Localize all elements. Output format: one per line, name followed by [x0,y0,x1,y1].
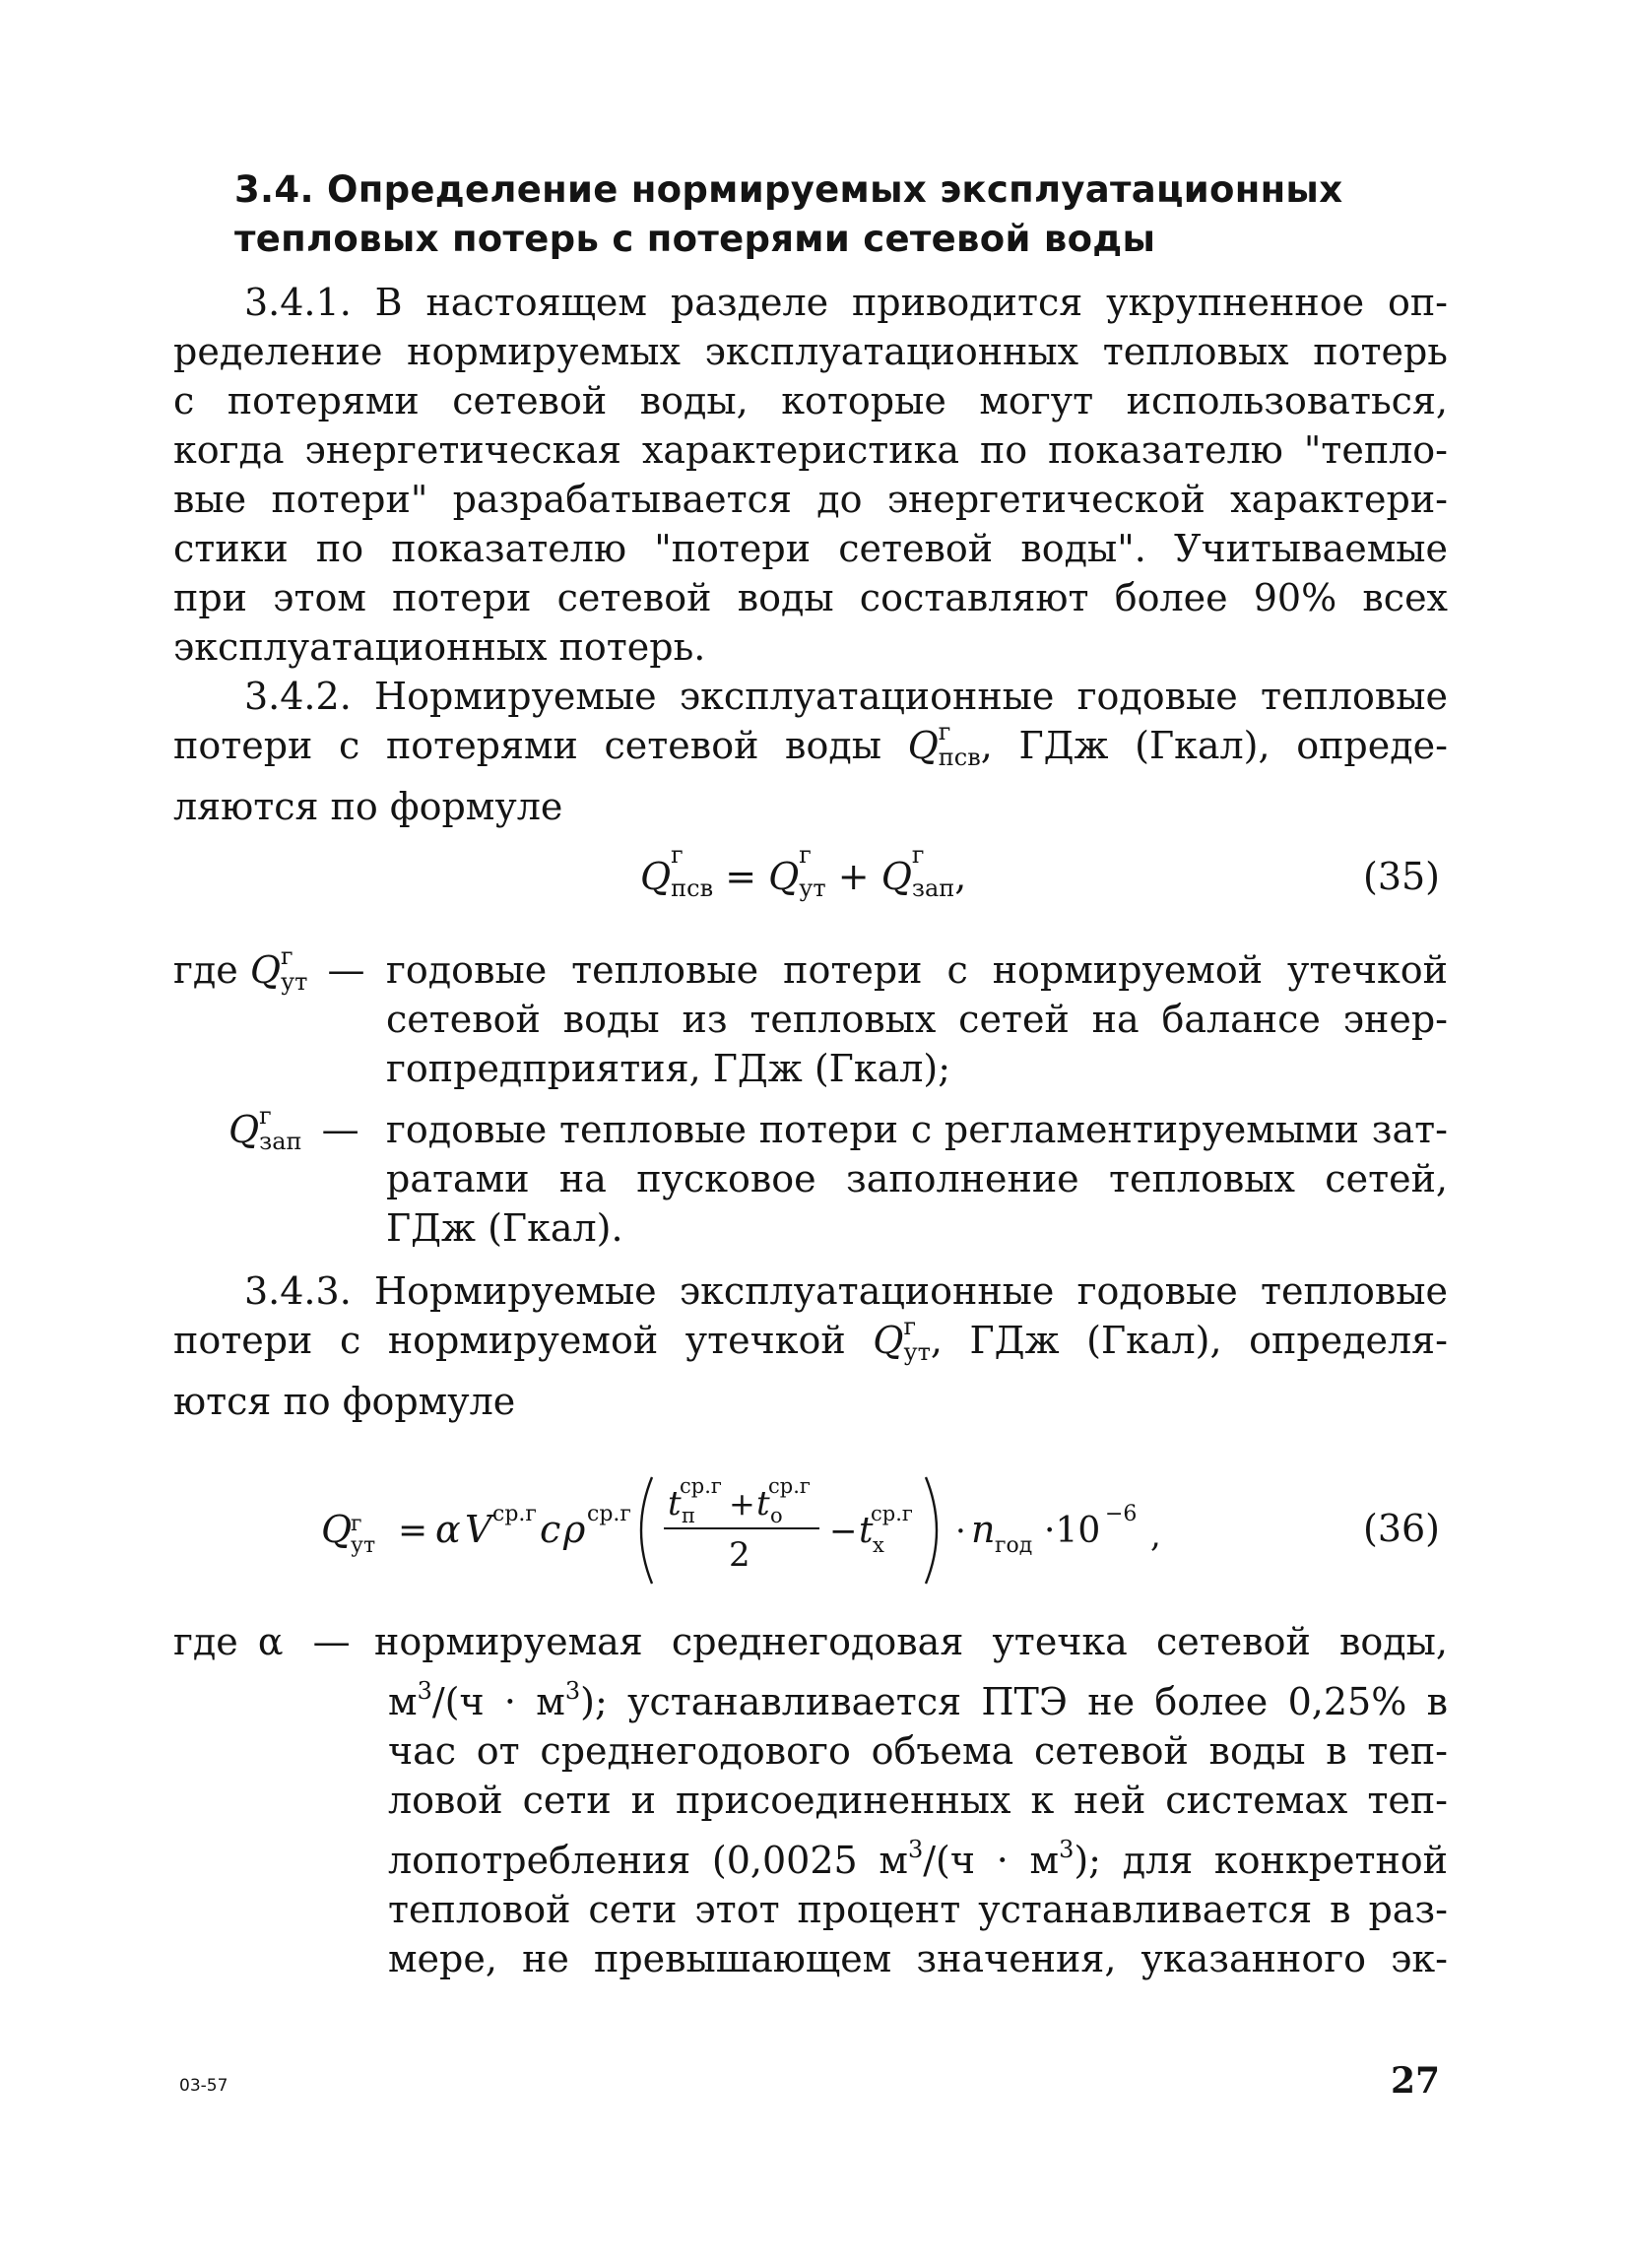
symbol-alpha: α [257,1620,284,1663]
exponent-minus-6: −6 [1105,1502,1138,1526]
symbol-alpha: α [435,1508,461,1551]
superscript-srg: ср.г [871,1502,913,1525]
equals-sign: = [725,855,757,898]
plus-sign: + [729,1485,755,1523]
paragraph-line: 3.4.2. Нормируемые эксплуатационные годовые тепловые [244,675,1448,718]
text-run: ); устанавливается ПТЭ не более 0,25% в [580,1680,1449,1723]
text-run: , ГДж (Гкал), опреде- [980,724,1448,767]
footer-code: 03-57 [179,2076,228,2096]
equation-number-35: (35) [1363,855,1441,898]
paragraph-line: с потерями сетевой воды, которые могут использоваться, [173,379,1448,422]
paragraph-line: вые потери" разрабатывается до энергетической характери- [173,478,1448,521]
text-run: /(ч · м [431,1680,565,1723]
definition-dash: — [327,948,365,992]
text-run: потери с нормируемой утечкой [173,1319,846,1362]
superscript-g: г [911,841,925,869]
definition-line: час от среднегодового объема сетевой воды в теп- [388,1729,1448,1773]
q-ut-symbol [873,1313,931,1366]
heading-line-1: 3.4. Определение нормируемых эксплуатационных [234,168,1343,211]
page-number: 27 [1391,2060,1441,2102]
symbol-t: t [859,1511,874,1551]
subscript-psv: псв [671,875,714,902]
symbol-q: Q [907,724,939,767]
text-run: потери с потерями сетевой воды [173,724,881,767]
definition-q-ut [173,942,1448,1093]
where-word: где [173,948,238,992]
definition-line [388,1666,1448,1726]
subscript-ut: ут [351,1533,376,1558]
definition-body [386,945,1448,1093]
symbol-c: c [540,1508,561,1551]
superscript-g: г [903,1313,917,1340]
paragraph-line [173,718,1448,782]
definition-line: ратами на пусковое заполнение тепловых сетей, [386,1157,1448,1200]
superscript-3: 3 [417,1677,432,1705]
formula-35 [640,841,967,902]
symbol-t: t [668,1484,682,1523]
superscript-g: г [799,841,812,869]
definition-line: нормируемая среднегодовая утечка сетевой воды, [374,1620,1448,1663]
paragraph-3-4-2 [173,672,1448,831]
comma: , [1150,1516,1161,1555]
definition-line: ловой сети и присоединенных к ней системах теп- [388,1779,1448,1822]
symbol-q: Q [321,1508,353,1551]
paragraph-line: 3.4.3. Нормируемые эксплуатационные годовые тепловые [244,1269,1448,1313]
minus-sign: − [829,1512,858,1551]
symbol-q: Q [880,855,912,898]
definition-line: гопредприятия, ГДж (Гкал); [386,1047,951,1090]
definition-line: годовые тепловые потери с регламентируемыми зат- [386,1108,1448,1151]
superscript-g: г [259,1102,272,1130]
definition-line: сетевой воды из тепловых сетей на балансе энер- [386,998,1448,1041]
superscript-g: г [281,942,293,970]
subscript-ut: ут [799,875,826,902]
definition-q-zap [173,1102,1448,1253]
paragraph-line: 3.4.1. В настоящем разделе приводится укрупненное оп- [244,281,1448,324]
definition-body [374,1617,1448,1666]
definition-body-continued [388,1666,1448,1983]
symbol-q: Q [249,948,282,992]
superscript-3: 3 [907,1836,924,1863]
paragraph-line: ределение нормируемых эксплуатационных тепловых потерь [173,330,1448,373]
paragraph-line: когда энергетическая характеристика по показателю "тепло- [173,428,1448,472]
definition-body [386,1105,1448,1253]
subscript-ut: ут [903,1338,931,1366]
superscript-3: 3 [564,1677,581,1705]
definition-line: ГДж (Гкал). [386,1206,623,1250]
text-run: , ГДж (Гкал), определя- [930,1319,1448,1362]
text-run: м [388,1680,418,1723]
symbol-t: t [756,1484,770,1523]
symbol-q: Q [640,855,672,898]
superscript-srg: ср.г [768,1474,811,1498]
symbol-q: Q [768,855,800,898]
equals-sign: = [398,1511,428,1551]
symbol-v: V [465,1508,492,1551]
paragraph-line: эксплуатационных потерь. [173,625,706,669]
left-parenthesis [641,1477,652,1584]
superscript-g: г [351,1512,362,1536]
paragraph-line: ются по формуле [173,1380,516,1423]
subscript-zap: зап [911,875,955,902]
comma: , [954,855,967,898]
text-run: /(ч · м [923,1839,1060,1882]
superscript-3: 3 [1059,1836,1075,1863]
where-word: где [173,1620,238,1663]
q-psv-symbol [907,718,981,771]
subscript-x: х [873,1533,884,1557]
symbol-q: Q [228,1108,260,1151]
definition-term [173,942,365,1006]
paragraph-line: ляются по формуле [173,785,563,828]
equation-number-36: (36) [1363,1507,1441,1550]
text-run: ); для конкретной [1074,1839,1448,1882]
definition-term [173,1617,351,1666]
superscript-srg: ср.г [492,1502,537,1526]
paragraph-line: при этом потери сетевой воды составляют более 90% всех [173,576,1448,619]
definition-line: годовые тепловые потери с нормируемой утечкой [386,948,1448,992]
subscript-ut: ут [281,968,308,996]
definition-line: мере, не превышающем значения, указанного эк- [388,1937,1448,1980]
paragraph-3-4-1 [173,278,1448,672]
multiplier-ten: ·10 [1044,1511,1101,1551]
symbol-q: Q [873,1319,904,1362]
subscript-p: п [682,1504,695,1527]
definition-dash: — [312,1620,351,1663]
plus-sign: + [837,855,870,898]
superscript-g: г [671,841,684,869]
superscript-srg: ср.г [680,1474,722,1498]
subscript-god: год [995,1533,1033,1558]
text-run: лопотребления (0,0025 м [388,1839,908,1882]
symbol-n: n [971,1508,996,1551]
subscript-o: о [770,1504,783,1527]
paragraph-3-4-3 [173,1266,1448,1426]
superscript-srg: ср.г [587,1502,631,1526]
subscript-zap: зап [259,1128,302,1155]
heading-line-2: тепловых потерь с потерями сетевой воды [234,218,1156,260]
paragraph-line: стики по показателю "потери сетевой воды". Учитываемые [173,527,1448,570]
right-parenthesis [926,1477,937,1584]
subscript-psv: псв [938,744,981,771]
definition-term [228,1102,359,1166]
formula-36 [317,1463,1263,1591]
denominator-two: 2 [729,1535,750,1575]
definition-line: тепловой сети этот процент устанавливается в раз- [388,1888,1448,1931]
symbol-rho: ρ [563,1508,586,1551]
paragraph-line [173,1313,1448,1377]
superscript-g: г [938,718,951,745]
definition-dash: — [321,1108,359,1151]
section-heading [234,165,1456,264]
dot-operator: · [955,1512,966,1551]
definition-line [388,1825,1448,1885]
definition-alpha [173,1617,1448,1983]
